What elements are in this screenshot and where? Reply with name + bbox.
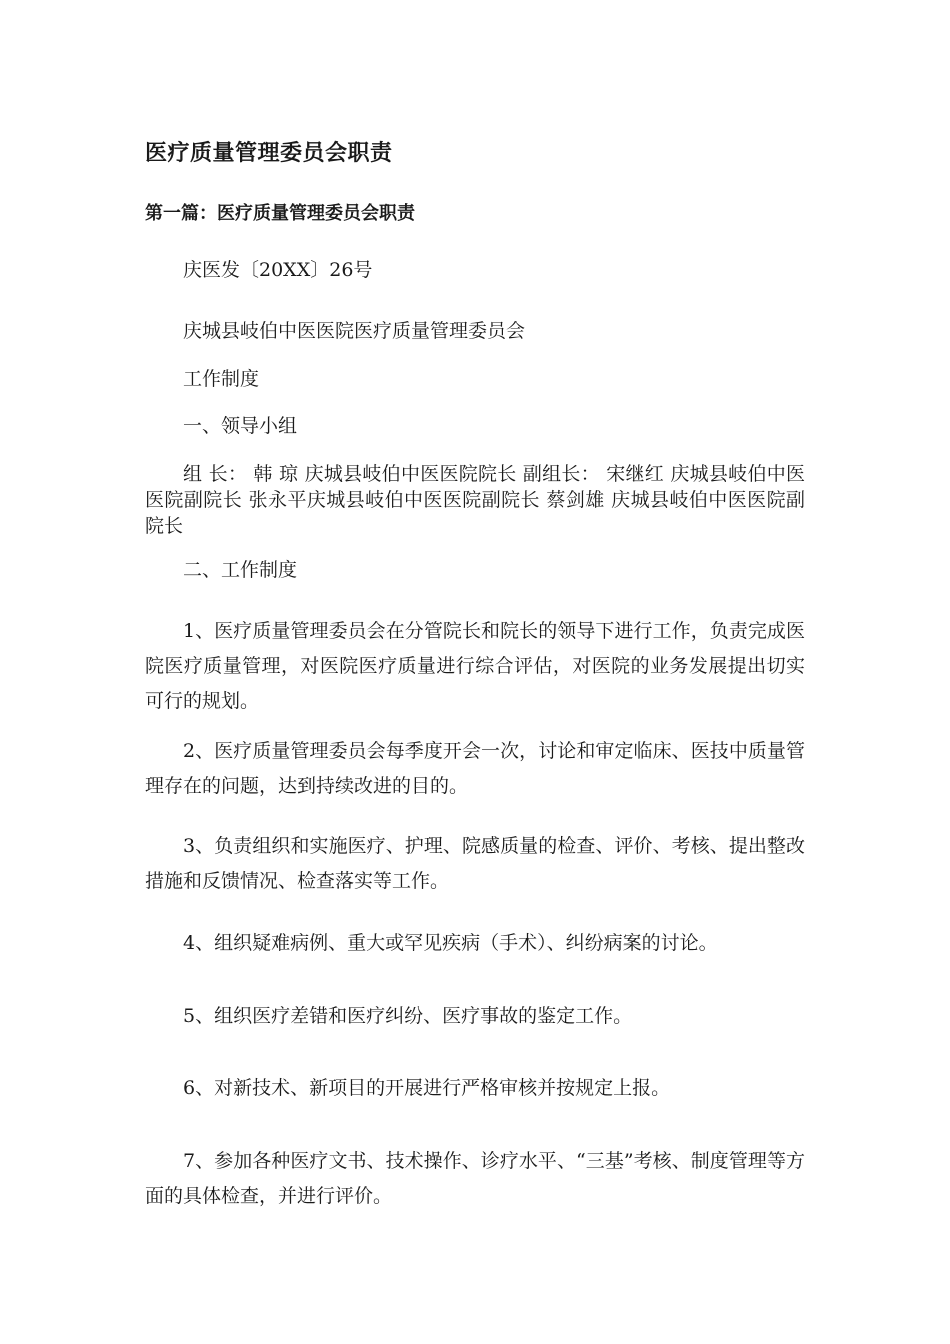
org-name: 庆城县岐伯中医医院医疗质量管理委员会: [183, 320, 526, 342]
list-item: 7、参加各种医疗文书、技术操作、诊疗水平、“三基”考核、制度管理等方面的具体检查，并进行评价。: [145, 1150, 805, 1207]
list-item: 4、组织疑难病例、重大或罕见疾病（手术）、纠纷病案的讨论。: [183, 932, 718, 954]
section-one-heading: 一、领导小组: [183, 415, 298, 437]
doc-number: 庆医发〔20XX〕26号: [183, 259, 373, 281]
list-item: 3、负责组织和实施医疗、护理、院感质量的检查、评价、考核、提出整改措施和反馈情况、检查落实等工作。: [145, 835, 805, 892]
section-heading: 第一篇：医疗质量管理委员会职责: [145, 203, 415, 224]
section-two-heading: 二、工作制度: [183, 559, 298, 581]
list-item: 5、组织医疗差错和医疗纠纷、医疗事故的鉴定工作。: [183, 1005, 633, 1027]
list-item: 6、对新技术、新项目的开展进行严格审核并按规定上报。: [183, 1077, 671, 1099]
list-item: 1、医疗质量管理委员会在分管院长和院长的领导下进行工作，负责完成医院医疗质量管理，对医院医疗质量进行综合评估，对医院的业务发展提出切实可行的规划。: [145, 620, 805, 712]
doc-type: 工作制度: [183, 368, 260, 390]
document-title: 医疗质量管理委员会职责: [145, 141, 393, 166]
list-item: 2、医疗质量管理委员会每季度开会一次，讨论和审定临床、医技中质量管理存在的问题，达到持续改进的目的。: [145, 740, 805, 797]
leaders-paragraph: 组 长： 韩 琼 庆城县岐伯中医医院院长 副组长： 宋继红 庆城县岐伯中医医院副院长 张永平庆城县岐伯中医医院副院长 蔡剑雄 庆城县岐伯中医医院副院长: [145, 463, 805, 537]
